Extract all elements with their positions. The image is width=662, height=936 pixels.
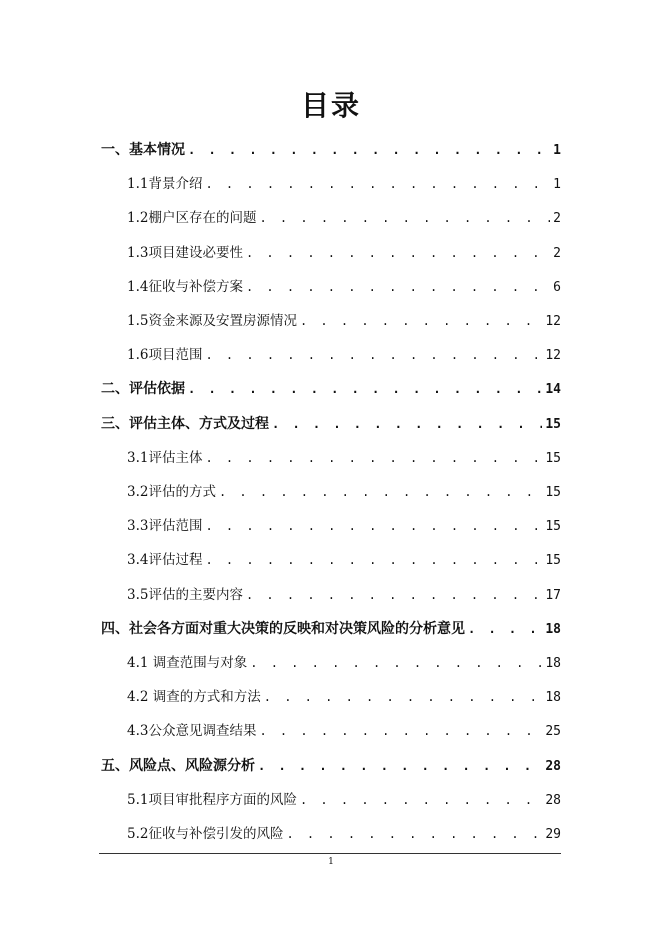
toc-entry-label: 1.2棚户区存在的问题 <box>127 210 257 227</box>
toc-section-entry[interactable] <box>127 309 561 333</box>
toc-entry-page-number: 25 <box>545 724 561 740</box>
toc-chapter-entry[interactable] <box>101 138 561 162</box>
toc-entry-page-number: 28 <box>545 792 561 808</box>
toc-dot-leader <box>250 651 542 675</box>
toc-dot-leader <box>300 309 542 333</box>
toc-section-entry[interactable] <box>127 446 561 470</box>
toc-section-entry[interactable] <box>127 719 561 743</box>
toc-entry-label: 四、社会各方面对重大决策的反映和对决策风险的分析意见 <box>101 620 465 637</box>
toc-section-entry[interactable] <box>127 822 561 846</box>
toc-entry-label: 五、风险点、风险源分析 <box>101 757 255 774</box>
toc-dot-leader <box>246 583 542 607</box>
toc-dot-leader <box>188 377 542 401</box>
toc-dot-leader <box>264 685 543 709</box>
toc-entry-label: 5.2征收与补偿引发的风险 <box>127 826 284 842</box>
toc-dot-leader <box>205 343 542 367</box>
toc-entry-label: 1.3项目建设必要性 <box>127 244 243 261</box>
toc-entry-label: 1.4征收与补偿方案 <box>127 278 243 295</box>
toc-section-entry[interactable] <box>127 788 561 812</box>
toc-dot-leader <box>246 275 550 299</box>
toc-section-entry[interactable] <box>127 548 561 572</box>
toc-entry-page-number: 15 <box>545 485 561 500</box>
toc-entry-page-number: 2 <box>553 245 561 261</box>
toc-entry-label: 1.6项目范围 <box>127 347 203 364</box>
toc-dot-leader <box>300 788 542 812</box>
toc-dot-leader <box>468 617 542 641</box>
toc-entry-page-number: 1 <box>553 143 561 158</box>
toc-entry-label: 4.2 调查的方式和方法 <box>127 689 261 706</box>
toc-section-entry[interactable] <box>127 583 561 607</box>
toc-entry-page-number: 15 <box>545 519 561 535</box>
toc-entry-page-number: 12 <box>545 314 561 329</box>
toc-section-entry[interactable] <box>127 514 561 538</box>
toc-entry-label: 3.3评估范围 <box>127 518 203 535</box>
toc-entry-page-number: 12 <box>545 348 561 364</box>
toc-entry-label: 1.5资金来源及安置房源情况 <box>127 313 297 329</box>
toc-dot-leader <box>205 172 550 196</box>
toc-entry-label: 二、评估依据 <box>101 381 185 398</box>
toc-dot-leader <box>246 241 550 265</box>
toc-entry-page-number: 15 <box>545 416 561 432</box>
toc-dot-leader <box>219 480 542 504</box>
toc-dot-leader <box>286 822 542 846</box>
toc-dot-leader <box>259 719 542 743</box>
toc-entry-label: 三、评估主体、方式及过程 <box>101 415 269 432</box>
toc-section-entry[interactable] <box>127 343 561 367</box>
toc-entry-page-number: 15 <box>545 450 561 466</box>
toc-entry-label: 4.3公众意见调查结果 <box>127 723 257 740</box>
toc-entry-page-number: 29 <box>545 827 561 842</box>
toc-dot-leader <box>258 754 542 778</box>
toc-entry-page-number: 6 <box>553 279 561 295</box>
toc-entry-page-number: 17 <box>545 587 561 603</box>
toc-section-entry[interactable] <box>127 241 561 265</box>
toc-section-entry[interactable] <box>127 651 561 675</box>
toc-entry-page-number: 18 <box>545 621 561 637</box>
toc-entry-page-number: 18 <box>545 656 561 671</box>
toc-entry-label: 3.4评估过程 <box>127 552 203 569</box>
toc-dot-leader <box>272 412 542 436</box>
page-title: 目录 <box>300 89 361 122</box>
toc-section-entry[interactable] <box>127 206 561 230</box>
page-number: 1 <box>328 857 334 867</box>
toc-entry-page-number: 15 <box>545 553 561 569</box>
toc-entry-label: 3.5评估的主要内容 <box>127 586 243 603</box>
toc-chapter-entry[interactable] <box>101 377 561 401</box>
toc-dot-leader <box>259 206 550 230</box>
toc-section-entry[interactable] <box>127 480 561 504</box>
toc-entry-label: 一、基本情况 <box>101 142 185 158</box>
toc-section-entry[interactable] <box>127 172 561 196</box>
toc-entry-label: 3.1评估主体 <box>127 449 203 466</box>
toc-entry-label: 3.2评估的方式 <box>127 484 216 500</box>
toc-section-entry[interactable] <box>127 275 561 299</box>
toc-entry-page-number: 1 <box>553 177 561 193</box>
toc-chapter-entry[interactable] <box>101 412 561 436</box>
toc-entry-label: 1.1背景介绍 <box>127 176 203 193</box>
toc-entry-label: 5.1项目审批程序方面的风险 <box>127 791 297 808</box>
toc-dot-leader <box>205 514 542 538</box>
toc-entry-page-number: 18 <box>545 690 561 706</box>
toc-entry-label: 4.1 调查范围与对象 <box>127 655 248 671</box>
footer-divider <box>99 853 561 854</box>
toc-dot-leader <box>188 138 550 162</box>
toc-chapter-entry[interactable] <box>101 617 561 641</box>
toc-entry-page-number: 28 <box>545 758 561 774</box>
toc-dot-leader <box>205 446 542 470</box>
toc-section-entry[interactable] <box>127 685 561 709</box>
toc-entry-page-number: 2 <box>553 211 561 227</box>
toc-chapter-entry[interactable] <box>101 754 561 778</box>
toc-dot-leader <box>205 548 542 572</box>
toc-entry-page-number: 14 <box>545 382 561 398</box>
